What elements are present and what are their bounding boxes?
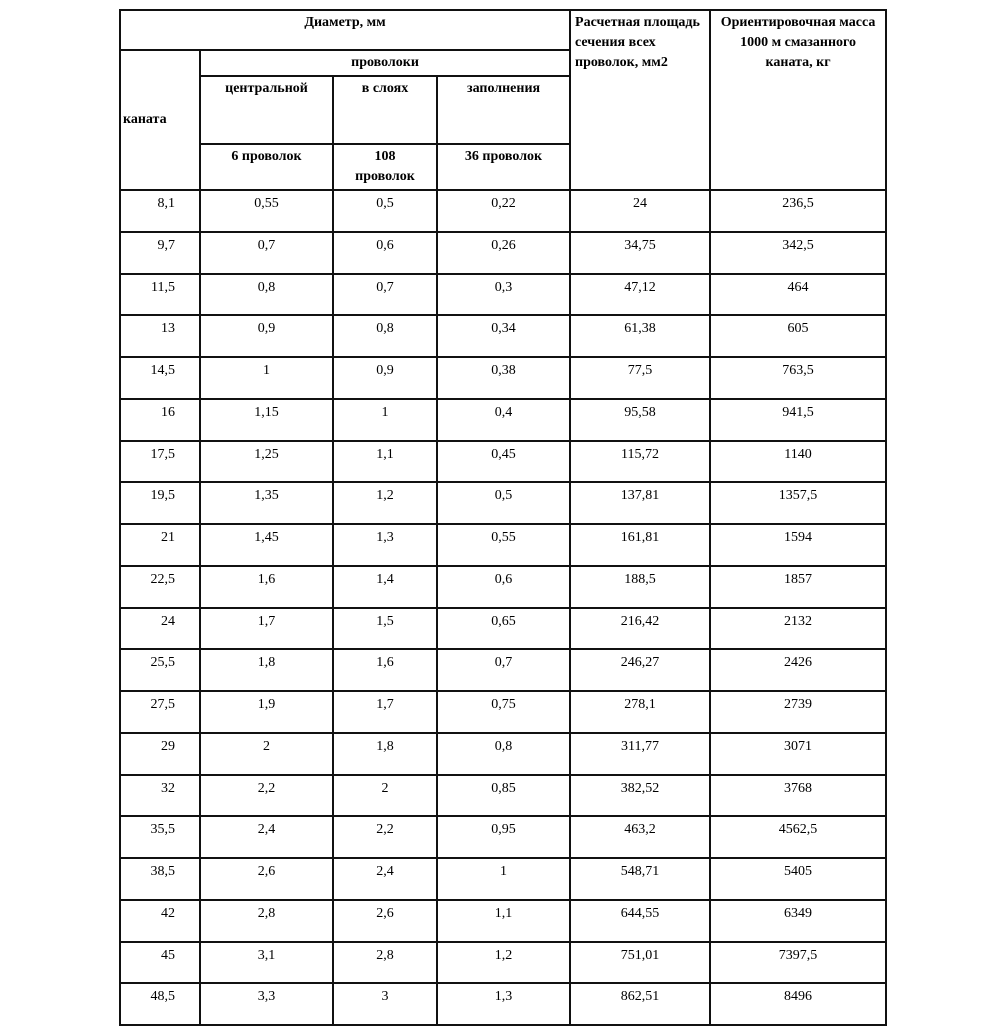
cell-layer-wire: 0,9: [333, 357, 437, 399]
cell-mass: 763,5: [710, 357, 886, 399]
header-diameter: Диаметр, мм: [120, 10, 570, 50]
cell-central-wire: 1,7: [200, 608, 333, 650]
cell-filling-wire: 1,3: [437, 983, 570, 1025]
cell-rope-diameter: 9,7: [120, 232, 200, 274]
header-layers: в слоях: [333, 76, 437, 144]
cell-central-wire: 0,8: [200, 274, 333, 316]
cell-area: 278,1: [570, 691, 710, 733]
cell-rope-diameter: 24: [120, 608, 200, 650]
table-row: [120, 441, 886, 483]
cell-layer-wire: 1,5: [333, 608, 437, 650]
cell-layer-wire: 0,5: [333, 190, 437, 232]
cell-mass: 941,5: [710, 399, 886, 441]
cell-area: 34,75: [570, 232, 710, 274]
table-row: [120, 649, 886, 691]
cell-mass: 342,5: [710, 232, 886, 274]
cell-mass: 605: [710, 315, 886, 357]
cell-layer-wire: 1,6: [333, 649, 437, 691]
cell-rope-diameter: 42: [120, 900, 200, 942]
cell-filling-wire: 0,85: [437, 775, 570, 817]
cell-layer-wire: 2,4: [333, 858, 437, 900]
cell-rope-diameter: 14,5: [120, 357, 200, 399]
cell-area: 548,71: [570, 858, 710, 900]
cell-filling-wire: 0,45: [437, 441, 570, 483]
cell-filling-wire: 0,3: [437, 274, 570, 316]
cell-rope-diameter: 32: [120, 775, 200, 817]
cell-area: 311,77: [570, 733, 710, 775]
cell-filling-wire: 0,38: [437, 357, 570, 399]
table-row: [120, 733, 886, 775]
cell-central-wire: 0,7: [200, 232, 333, 274]
cell-filling-wire: 0,7: [437, 649, 570, 691]
table-row: [120, 983, 886, 1025]
cell-central-wire: 3,1: [200, 942, 333, 984]
cell-mass: 3768: [710, 775, 886, 817]
cell-rope-diameter: 27,5: [120, 691, 200, 733]
cell-mass: 236,5: [710, 190, 886, 232]
cell-rope-diameter: 17,5: [120, 441, 200, 483]
cell-area: 137,81: [570, 482, 710, 524]
cell-central-wire: 1,25: [200, 441, 333, 483]
cell-rope-diameter: 22,5: [120, 566, 200, 608]
table-row: [120, 775, 886, 817]
cell-filling-wire: 0,5: [437, 482, 570, 524]
cell-layer-wire: 0,7: [333, 274, 437, 316]
header-layers-count: 108 проволок: [333, 144, 437, 190]
table-row: [120, 858, 886, 900]
cell-area: 24: [570, 190, 710, 232]
cell-central-wire: 0,9: [200, 315, 333, 357]
cell-filling-wire: 0,8: [437, 733, 570, 775]
cell-mass: 1140: [710, 441, 886, 483]
cell-area: 463,2: [570, 816, 710, 858]
cell-filling-wire: 0,65: [437, 608, 570, 650]
cell-mass: 6349: [710, 900, 886, 942]
cell-area: 862,51: [570, 983, 710, 1025]
cell-central-wire: 1,35: [200, 482, 333, 524]
cell-central-wire: 1,9: [200, 691, 333, 733]
cell-layer-wire: 1,4: [333, 566, 437, 608]
cell-mass: 2739: [710, 691, 886, 733]
cell-central-wire: 2,4: [200, 816, 333, 858]
cell-rope-diameter: 45: [120, 942, 200, 984]
rope-spec-table: [119, 9, 887, 1026]
table-row: [120, 190, 886, 232]
cell-central-wire: 2,8: [200, 900, 333, 942]
cell-central-wire: 2,6: [200, 858, 333, 900]
cell-rope-diameter: 19,5: [120, 482, 200, 524]
cell-area: 161,81: [570, 524, 710, 566]
cell-layer-wire: 0,6: [333, 232, 437, 274]
cell-mass: 464: [710, 274, 886, 316]
table-row: [120, 482, 886, 524]
table-row: [120, 232, 886, 274]
table-row: [120, 900, 886, 942]
cell-layer-wire: 2,6: [333, 900, 437, 942]
cell-filling-wire: 1,1: [437, 900, 570, 942]
cell-area: 644,55: [570, 900, 710, 942]
cell-layer-wire: 1,8: [333, 733, 437, 775]
cell-layer-wire: 1,2: [333, 482, 437, 524]
header-filling-count: 36 проволок: [437, 144, 570, 190]
header-rope: каната: [120, 50, 200, 190]
cell-rope-diameter: 21: [120, 524, 200, 566]
cell-mass: 2426: [710, 649, 886, 691]
table-row: [120, 357, 886, 399]
cell-rope-diameter: 16: [120, 399, 200, 441]
cell-layer-wire: 1,1: [333, 441, 437, 483]
cell-filling-wire: 0,34: [437, 315, 570, 357]
cell-central-wire: 1: [200, 357, 333, 399]
header-area: Расчетная площадь сечения всех проволок, мм2: [570, 10, 710, 190]
cell-layer-wire: 3: [333, 983, 437, 1025]
table-row: [120, 315, 886, 357]
header-mass: Ориентировочная масса 1000 м смазанного каната, кг: [710, 10, 886, 190]
cell-area: 61,38: [570, 315, 710, 357]
cell-rope-diameter: 11,5: [120, 274, 200, 316]
cell-central-wire: 1,15: [200, 399, 333, 441]
cell-area: 115,72: [570, 441, 710, 483]
cell-rope-diameter: 35,5: [120, 816, 200, 858]
header-central: центральной: [200, 76, 333, 144]
table-row: [120, 399, 886, 441]
cell-central-wire: 1,6: [200, 566, 333, 608]
cell-area: 77,5: [570, 357, 710, 399]
cell-central-wire: 3,3: [200, 983, 333, 1025]
table-row: [120, 524, 886, 566]
cell-layer-wire: 1,3: [333, 524, 437, 566]
header-central-count: 6 проволок: [200, 144, 333, 190]
header-filling: заполнения: [437, 76, 570, 144]
cell-layer-wire: 2,2: [333, 816, 437, 858]
cell-layer-wire: 1,7: [333, 691, 437, 733]
cell-area: 47,12: [570, 274, 710, 316]
cell-layer-wire: 2,8: [333, 942, 437, 984]
cell-area: 382,52: [570, 775, 710, 817]
cell-mass: 1857: [710, 566, 886, 608]
cell-central-wire: 2,2: [200, 775, 333, 817]
table-row: [120, 816, 886, 858]
cell-central-wire: 0,55: [200, 190, 333, 232]
cell-filling-wire: 0,6: [437, 566, 570, 608]
cell-rope-diameter: 25,5: [120, 649, 200, 691]
cell-area: 216,42: [570, 608, 710, 650]
cell-central-wire: 1,45: [200, 524, 333, 566]
header-wires: проволоки: [200, 50, 570, 76]
cell-filling-wire: 1: [437, 858, 570, 900]
cell-mass: 1357,5: [710, 482, 886, 524]
table-row: [120, 274, 886, 316]
table-row: [120, 566, 886, 608]
cell-mass: 2132: [710, 608, 886, 650]
cell-mass: 4562,5: [710, 816, 886, 858]
cell-mass: 8496: [710, 983, 886, 1025]
cell-mass: 5405: [710, 858, 886, 900]
table-row: [120, 691, 886, 733]
cell-rope-diameter: 38,5: [120, 858, 200, 900]
cell-filling-wire: 1,2: [437, 942, 570, 984]
cell-rope-diameter: 13: [120, 315, 200, 357]
cell-rope-diameter: 48,5: [120, 983, 200, 1025]
cell-area: 188,5: [570, 566, 710, 608]
cell-rope-diameter: 8,1: [120, 190, 200, 232]
cell-filling-wire: 0,95: [437, 816, 570, 858]
cell-area: 95,58: [570, 399, 710, 441]
cell-mass: 1594: [710, 524, 886, 566]
table-row: [120, 942, 886, 984]
cell-filling-wire: 0,55: [437, 524, 570, 566]
cell-filling-wire: 0,26: [437, 232, 570, 274]
cell-mass: 7397,5: [710, 942, 886, 984]
cell-central-wire: 2: [200, 733, 333, 775]
cell-filling-wire: 0,4: [437, 399, 570, 441]
cell-layer-wire: 1: [333, 399, 437, 441]
cell-area: 246,27: [570, 649, 710, 691]
cell-filling-wire: 0,22: [437, 190, 570, 232]
cell-mass: 3071: [710, 733, 886, 775]
cell-layer-wire: 0,8: [333, 315, 437, 357]
table-row: [120, 608, 886, 650]
cell-layer-wire: 2: [333, 775, 437, 817]
cell-area: 751,01: [570, 942, 710, 984]
cell-rope-diameter: 29: [120, 733, 200, 775]
cell-central-wire: 1,8: [200, 649, 333, 691]
cell-filling-wire: 0,75: [437, 691, 570, 733]
